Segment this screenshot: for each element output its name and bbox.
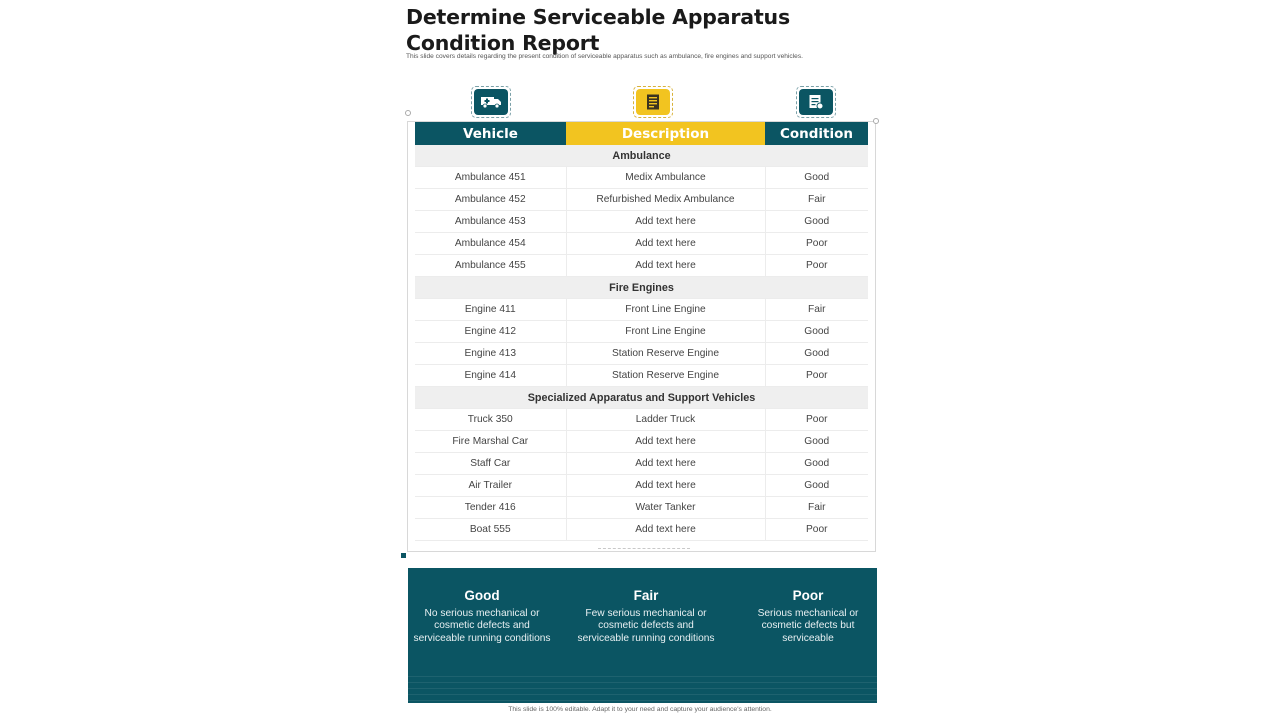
cell-condition: Good [765, 167, 868, 189]
header-vehicle: Vehicle [415, 122, 566, 145]
cell-vehicle: Ambulance 452 [415, 189, 566, 211]
cell-vehicle: Engine 411 [415, 299, 566, 321]
legend-good [412, 588, 552, 645]
table-row [415, 365, 868, 387]
group-label: Specialized Apparatus and Support Vehicles [415, 387, 868, 409]
cell-description: Front Line Engine [566, 321, 765, 343]
cell-vehicle: Staff Car [415, 453, 566, 475]
condition-report-table [415, 122, 868, 541]
cell-condition: Poor [765, 255, 868, 277]
cell-vehicle: Tender 416 [415, 497, 566, 519]
cell-description: Station Reserve Engine [566, 365, 765, 387]
legend-title: Poor [792, 588, 824, 603]
cell-condition: Fair [765, 299, 868, 321]
table-row [415, 189, 868, 211]
resize-handle-top-right[interactable] [873, 118, 879, 124]
legend-text: Serious mechanical or cosmetic defects but serviceable [757, 608, 859, 644]
cell-condition: Poor [765, 519, 868, 541]
cell-vehicle: Air Trailer [415, 475, 566, 497]
cell-description: Ladder Truck [566, 409, 765, 431]
cell-description: Medix Ambulance [566, 167, 765, 189]
cell-description: Station Reserve Engine [566, 343, 765, 365]
table-row [415, 255, 868, 277]
cell-condition: Poor [765, 409, 868, 431]
table-row [415, 167, 868, 189]
group-row [415, 277, 868, 299]
condition-icon-badge [796, 86, 836, 118]
cell-condition: Poor [765, 365, 868, 387]
resize-handle-bottom[interactable] [598, 548, 690, 555]
group-label: Ambulance [415, 145, 868, 167]
legend-poor [738, 588, 877, 645]
cell-description: Front Line Engine [566, 299, 765, 321]
cell-condition: Good [765, 343, 868, 365]
table-row [415, 211, 868, 233]
cell-vehicle: Engine 412 [415, 321, 566, 343]
cell-description: Add text here [566, 211, 765, 233]
group-label: Fire Engines [415, 277, 868, 299]
group-row [415, 387, 868, 409]
rotate-handle[interactable] [405, 110, 411, 116]
cell-vehicle: Engine 414 [415, 365, 566, 387]
cell-condition: Good [765, 211, 868, 233]
cell-description: Add text here [566, 233, 765, 255]
cell-description: Add text here [566, 255, 765, 277]
footer-note: This slide is 100% editable. Adapt it to your need and capture your audience's attention. [508, 706, 772, 713]
page-subtitle: This slide covers details regarding the present condition of serviceable apparatus such as ambulance, fire engines and support vehicles. [406, 53, 803, 60]
cell-condition: Good [765, 475, 868, 497]
page-title: Determine Serviceable Apparatus Condition Report [406, 5, 790, 55]
header-condition: Condition [765, 122, 868, 145]
cell-description: Add text here [566, 519, 765, 541]
cell-vehicle: Fire Marshal Car [415, 431, 566, 453]
table-row [415, 497, 868, 519]
cell-description: Refurbished Medix Ambulance [566, 189, 765, 211]
description-icon-badge [633, 86, 673, 118]
cell-vehicle: Truck 350 [415, 409, 566, 431]
cell-vehicle: Boat 555 [415, 519, 566, 541]
legend-fair [576, 588, 716, 645]
table-row [415, 475, 868, 497]
table-header-row [415, 122, 868, 145]
legend-title: Fair [633, 588, 659, 603]
table-row [415, 299, 868, 321]
condition-legend [408, 568, 877, 703]
checklist-icon [808, 94, 824, 110]
vehicle-icon-badge [471, 86, 511, 118]
table-row [415, 409, 868, 431]
cell-vehicle: Ambulance 451 [415, 167, 566, 189]
header-description: Description [566, 122, 765, 145]
legend-stripes [408, 671, 877, 703]
table-row [415, 519, 868, 541]
legend-title: Good [464, 588, 500, 603]
group-row [415, 145, 868, 167]
table-row [415, 453, 868, 475]
cell-condition: Good [765, 453, 868, 475]
table-row [415, 233, 868, 255]
cell-condition: Poor [765, 233, 868, 255]
document-icon [646, 94, 660, 110]
table-row [415, 321, 868, 343]
cell-vehicle: Ambulance 454 [415, 233, 566, 255]
cell-description: Water Tanker [566, 497, 765, 519]
cell-vehicle: Ambulance 453 [415, 211, 566, 233]
cell-condition: Good [765, 321, 868, 343]
table-row [415, 343, 868, 365]
cell-vehicle: Ambulance 455 [415, 255, 566, 277]
cell-description: Add text here [566, 453, 765, 475]
ambulance-icon [480, 95, 502, 109]
cell-description: Add text here [566, 475, 765, 497]
legend-text: No serious mechanical or cosmetic defects and serviceable running conditions [413, 608, 551, 644]
cell-description: Add text here [566, 431, 765, 453]
table-row [415, 431, 868, 453]
cell-condition: Good [765, 431, 868, 453]
legend-text: Few serious mechanical or cosmetic defects and serviceable running conditions [577, 608, 715, 644]
cell-vehicle: Engine 413 [415, 343, 566, 365]
cell-condition: Fair [765, 189, 868, 211]
cell-condition: Fair [765, 497, 868, 519]
resize-handle-bottom-left[interactable] [401, 553, 406, 558]
